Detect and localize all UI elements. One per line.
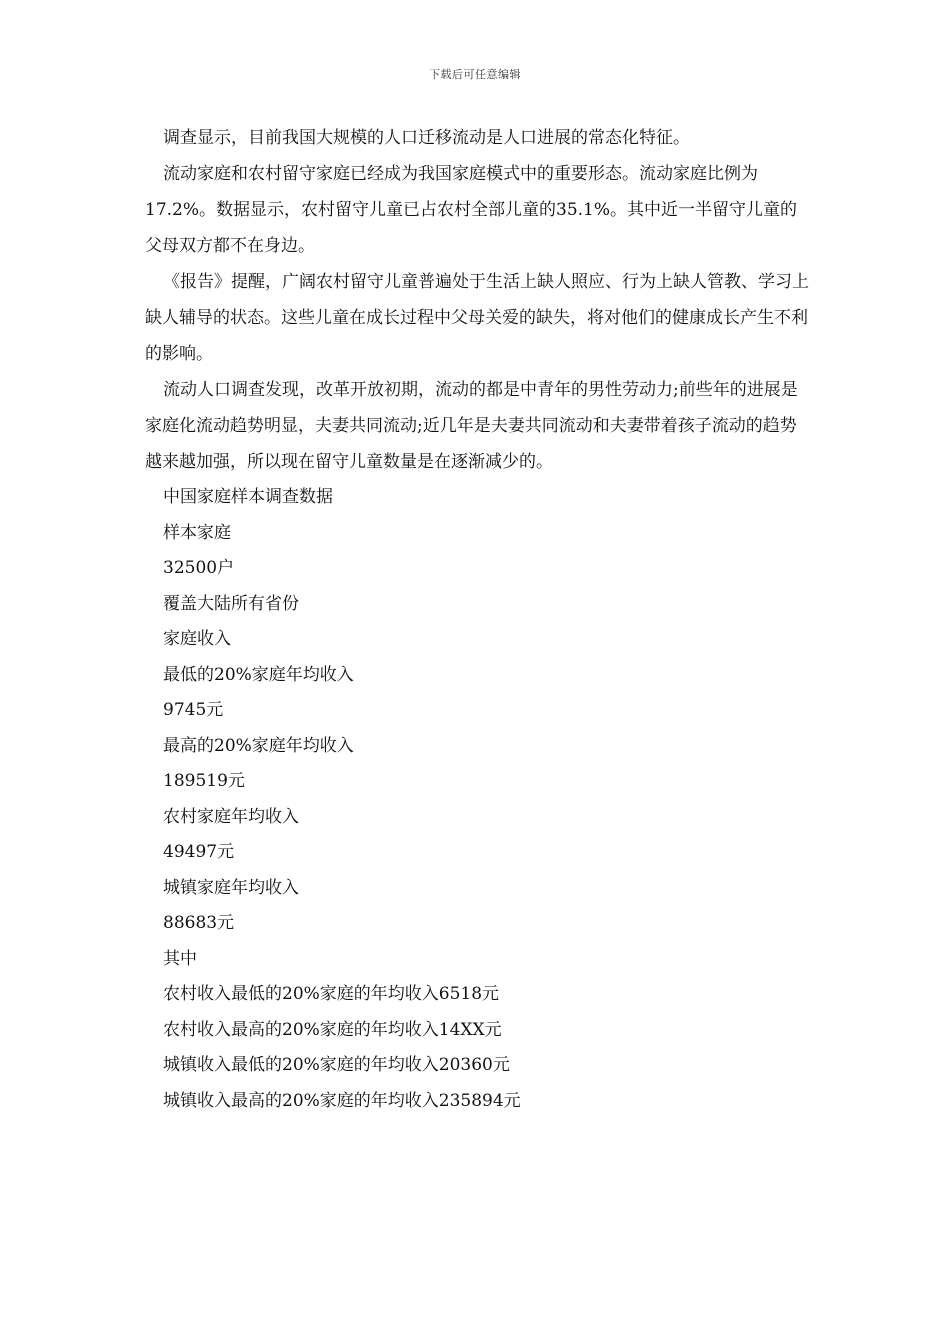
survey-title: 中国家庭样本调查数据 (163, 487, 333, 507)
sample-label: 样本家庭 (163, 522, 231, 543)
paragraph-family-types: 流动家庭和农村留守家庭已经成为我国家庭模式中的重要形态。流动家庭比例为17.2%。数据显示，农村留守儿童已占农村全部儿童的35.1%。其中近一半留守儿童的父母双方都不在身边。 (145, 164, 798, 256)
highest20-label: 最高的20%家庭年均收入 (163, 735, 354, 756)
rural-lowest-income: 农村收入最低的20%家庭的年均收入6518元 (163, 984, 500, 1004)
paragraph-migration-trend: 流动人口调查发现，改革开放初期，流动的都是中青年的男性劳动力;前些年的进展是家庭化流动趋势明显，夫妻共同流动;近几年是夫妻共同流动和夫妻带着孩子流动的趋势越来越加强，所以现在留守儿童数量是在逐渐减少的。 (145, 380, 798, 472)
rural-highest-income: 农村收入最高的20%家庭的年均收入14XX元 (163, 1019, 502, 1040)
page-header: 下载后可任意编辑 (429, 68, 521, 81)
urban-income-value: 88683元 (163, 913, 235, 933)
rural-income-value: 49497元 (163, 842, 235, 862)
urban-lowest-income: 城镇收入最低的20%家庭的年均收入20360元 (163, 1055, 510, 1075)
lowest20-label: 最低的20%家庭年均收入 (163, 664, 354, 685)
survey-data-list (145, 480, 810, 1119)
document-body (145, 120, 810, 1119)
highest20-value: 189519元 (163, 771, 245, 791)
coverage-text: 覆盖大陆所有省份 (163, 593, 299, 614)
paragraph-survey-intro: 调查显示，目前我国大规模的人口迁移流动是人口进展的常态化特征。 (163, 128, 690, 148)
rural-income-label: 农村家庭年均收入 (163, 806, 299, 827)
urban-income-label: 城镇家庭年均收入 (163, 877, 299, 898)
lowest20-value: 9745元 (163, 700, 224, 720)
income-label: 家庭收入 (163, 629, 231, 649)
urban-highest-income: 城镇收入最高的20%家庭的年均收入235894元 (163, 1090, 521, 1111)
paragraph-report-reminder: 《报告》提醒，广阔农村留守儿童普遍处于生活上缺人照应、行为上缺人管教、学习上缺人辅导的状态。这些儿童在成长过程中父母关爱的缺失，将对他们的健康成长产生不利的影响。 (145, 272, 809, 364)
among-label: 其中 (163, 948, 197, 969)
sample-value: 32500户 (163, 558, 235, 578)
